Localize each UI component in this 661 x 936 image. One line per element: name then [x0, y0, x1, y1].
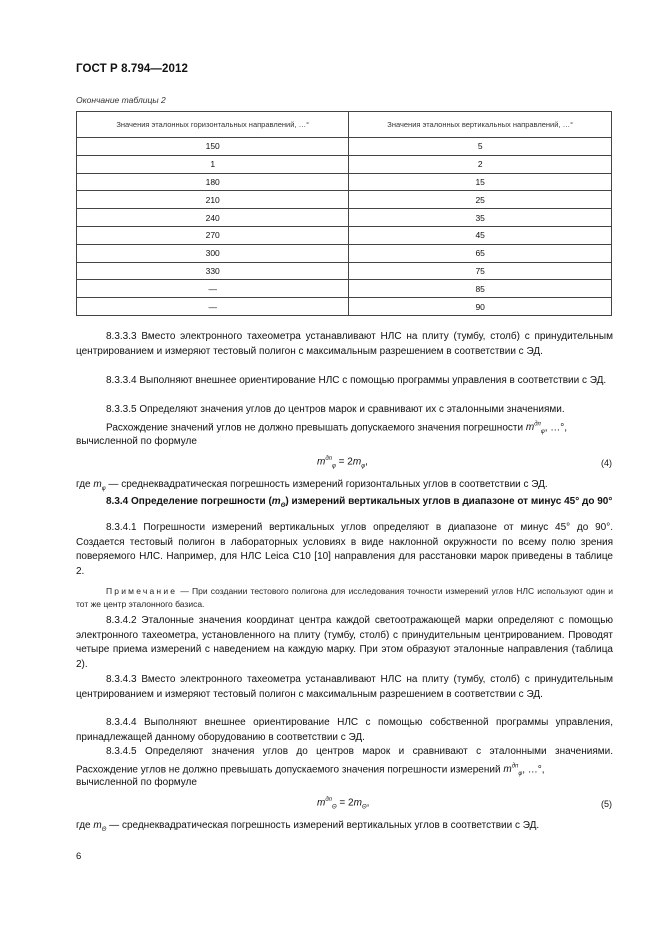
formula-4: $m^{дп}_\varphi = 2m_\varphi$, — [317, 456, 368, 470]
cell-horizontal-direction: 240 — [77, 209, 349, 227]
paragraph-text: 8.3.4.1 Погрешности измерений вертикальных углов определяют в диапазоне от минус 45° до 90°. Создается тестовый полигон в лабораторных условиях в виде наклонной окружности по всему полю зрения поверяемого НЛС. Например, для НЛС Leica C10 [10] направления для расстановки марок приведены в таблице 2. — [76, 522, 613, 577]
cell-vertical-direction: 75 — [349, 262, 612, 280]
paragraph-8-3-3-5 — [76, 403, 613, 418]
cell-vertical-direction: 5 — [349, 138, 612, 156]
note — [76, 585, 613, 611]
cell-vertical-direction: 65 — [349, 244, 612, 262]
symbol-m-theta: $m_\Theta$ — [93, 820, 107, 833]
symbol-m-phi-dp: $m^{дп}_\varphi$ — [525, 422, 545, 436]
cell-vertical-direction: 85 — [349, 280, 612, 298]
note-text: — При создании тестового полигона для исследования точности измерений углов НЛС используют один и тот же центр эталонного базиса. — [76, 586, 613, 609]
formula-5-number: (5) — [601, 799, 612, 809]
table-row — [77, 209, 612, 227]
cell-horizontal-direction: — — [77, 298, 349, 316]
paragraph-text: 8.3.4.4 Выполняют внешнее ориентирование НЛС с помощью собственной программы управления, принадлежащей данному оборудованию в соответствии с ЭД. — [76, 717, 613, 743]
table-row — [77, 280, 612, 298]
cell-vertical-direction: 35 — [349, 209, 612, 227]
table-row — [77, 191, 612, 209]
section-heading-8-3-4: 8.3.4 Определение погрешности $(m_\Theta)$ измерений вертикальных углов в диапазоне от минус 45° до 90° — [106, 496, 613, 509]
cell-horizontal-direction: 150 — [77, 138, 349, 156]
paragraph-text: , …°, — [522, 763, 545, 775]
symbol-m-phi-dp: $m^{дп}_\varphi$ — [503, 763, 523, 777]
where-clause-1: где $m_\varphi$ — среднеквадратическая погрешность измерений горизонтальных углов в соответствии с ЭД. — [76, 479, 548, 492]
cell-horizontal-direction: 330 — [77, 262, 349, 280]
table-row — [77, 262, 612, 280]
computed-by-formula-1: вычисленной по формуле — [76, 436, 197, 447]
where-clause-2: где $m_\Theta$ — среднеквадратическая погрешность измерений вертикальных углов в соответствии с ЭД. — [76, 820, 540, 833]
paragraph-text: , …°, — [544, 422, 568, 434]
symbol-m-phi: $m_\varphi$ — [93, 479, 106, 492]
document-header: ГОСТ Р 8.794—2012 — [76, 63, 188, 75]
cell-horizontal-direction: 1 — [77, 155, 349, 173]
paragraph-text: 8.3.3.4 Выполняют внешнее ориентирование НЛС с помощью программы управления в соответствии с ЭД. — [106, 375, 607, 386]
symbol-m-theta: $m_\Theta$ — [271, 496, 286, 509]
formula-4-number: (4) — [601, 458, 612, 468]
reference-directions-table — [76, 111, 612, 316]
formula-5: $m^{дп}_\Theta = 2m_\Theta$, — [317, 797, 370, 811]
paragraph-8-3-4-4 — [76, 716, 613, 745]
column-header-horizontal: Значения эталонных горизонтальных направлений, …° — [77, 112, 349, 138]
paragraph-8-3-4-3 — [76, 673, 613, 702]
paragraph-text: 8.3.4.3 Вместо электронного тахеометра устанавливают НЛС на плиту (тумбу, столб) с принудительным центрированием и измеряют тестовый полигон с максимальным разрешением в соответствии с ЭД. — [76, 674, 613, 700]
cell-vertical-direction: 45 — [349, 226, 612, 244]
paragraph-8-3-4-1 — [76, 521, 613, 579]
table-row — [77, 155, 612, 173]
cell-horizontal-direction: 180 — [77, 173, 349, 191]
table-row — [77, 138, 612, 156]
note-label: Примечание — [106, 586, 178, 596]
table-row — [77, 244, 612, 262]
cell-horizontal-direction: 270 — [77, 226, 349, 244]
cell-vertical-direction: 15 — [349, 173, 612, 191]
computed-by-formula-2: вычисленной по формуле — [76, 777, 197, 788]
table-caption: Окончание таблицы 2 — [76, 95, 166, 105]
table-body — [77, 138, 612, 316]
table-row — [77, 226, 612, 244]
paragraph-text: 8.3.3.5 Определяют значения углов до центров марок и сравнивают их с эталонными значениями. — [106, 404, 565, 415]
cell-horizontal-direction: 210 — [77, 191, 349, 209]
paragraph-8-3-4-2 — [76, 614, 613, 672]
paragraph-text: 8.3.4.2 Эталонные значения координат центра каждой светоотражающей марки определяют с помощью электронного тахеометра, установленного на плиту (тумбу, столб) с принудительным центрированием. Проводят четыре приема измерений с наведением на каждую марку. При этом образуют эталонные направления (таблица 2). — [76, 615, 613, 670]
cell-horizontal-direction: — — [77, 280, 349, 298]
paragraph-8-3-3-3 — [76, 330, 613, 359]
cell-horizontal-direction: 300 — [77, 244, 349, 262]
cell-vertical-direction: 25 — [349, 191, 612, 209]
table-row — [77, 173, 612, 191]
table-header-row — [77, 112, 612, 138]
column-header-vertical: Значения эталонных вертикальных направлений, …° — [349, 112, 612, 138]
paragraph-text: 8.3.3.3 Вместо электронного тахеометра устанавливают НЛС на плиту (тумбу, столб) с принудительным центрированием и измеряют тестовый полигон с максимальным разрешением в соответствии с ЭД. — [76, 331, 613, 357]
cell-vertical-direction: 2 — [349, 155, 612, 173]
page-number: 6 — [76, 851, 82, 862]
paragraph-text: 8.3.4.5 Определяют значения углов до центров марок и сравнивают с эталонными значениями. Расхождение углов не должно превышать допускаемого значения погрешности измерений — [76, 746, 613, 775]
cell-vertical-direction: 90 — [349, 298, 612, 316]
table-row — [77, 298, 612, 316]
paragraph-8-3-3-4 — [76, 374, 613, 389]
paragraph-text: Расхождение значений углов не должно превышать допускаемого значения погрешности — [106, 422, 526, 434]
